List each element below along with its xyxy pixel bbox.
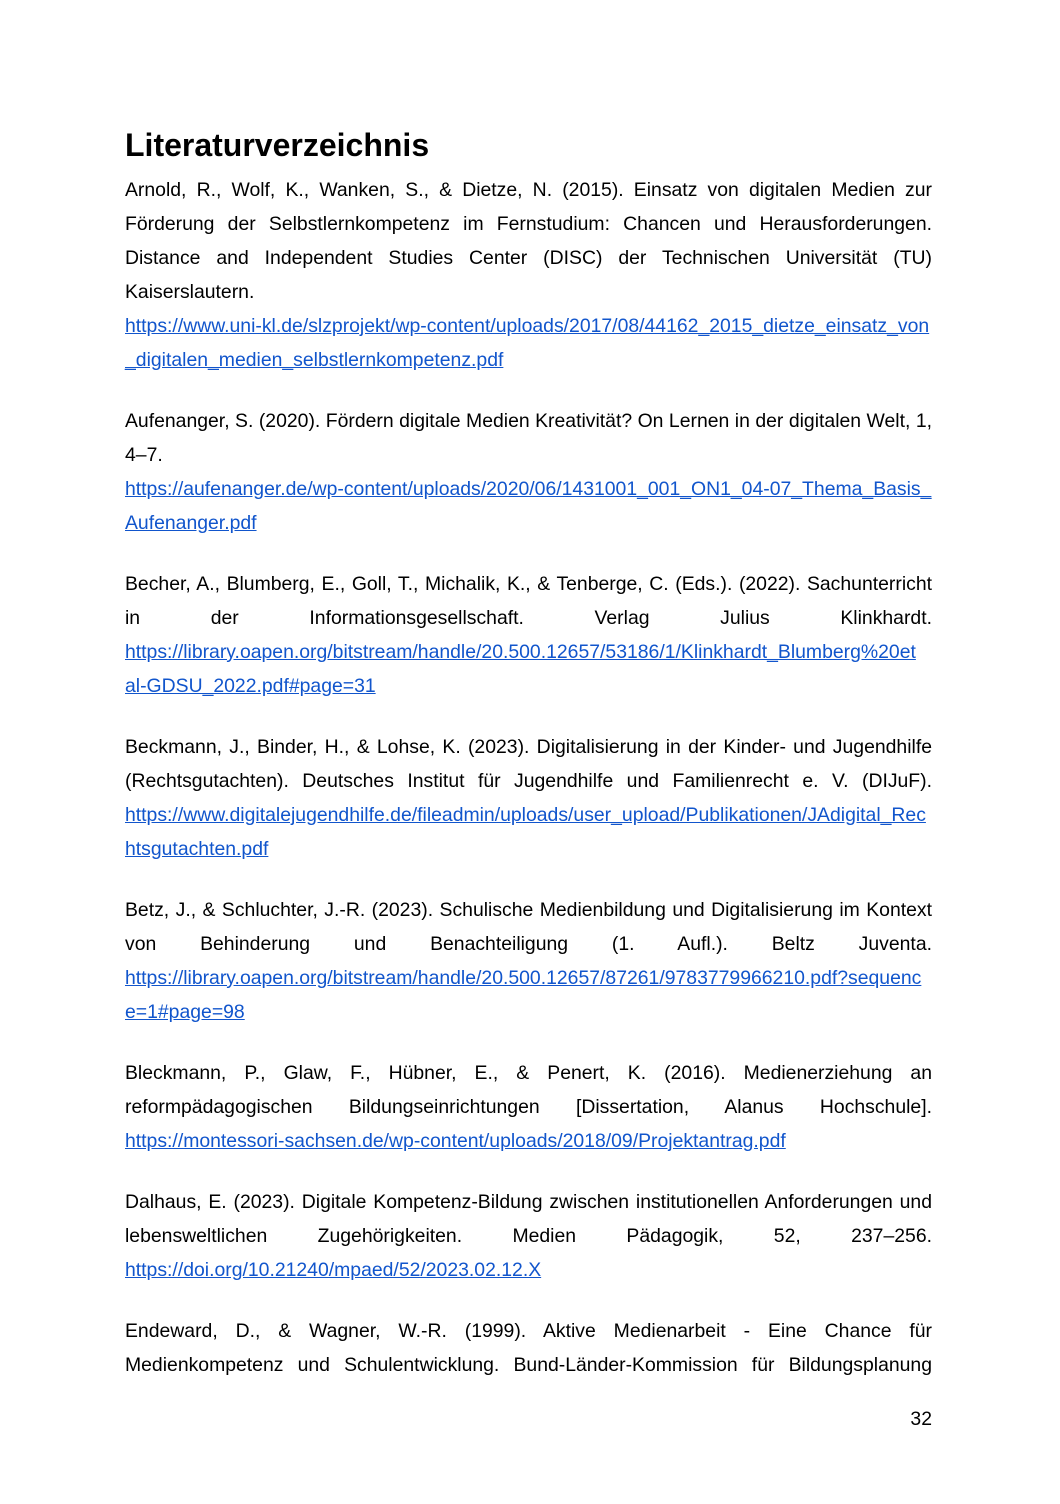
reference-link[interactable]: https://doi.org/10.21240/mpaed/52/2023.02.12.X (125, 1259, 542, 1281)
reference-url-line (125, 309, 932, 377)
reference-entry (125, 893, 932, 1029)
reference-citation-text: Aufenanger, S. (2020). Fördern digitale Medien Kreativität? On Lernen in der digitalen Welt, 1, 4–7. (125, 410, 932, 466)
reference-citation-text: Endeward, D., & Wagner, W.-R. (1999). Aktive Medienarbeit - Eine Chance für Medienkompetenz und Schulentwicklung. Bund-Länder-Kommission für Bildungsplanung (125, 1320, 932, 1376)
reference-url-line (125, 472, 932, 540)
reference-url-line (125, 798, 932, 866)
reference-citation-text: Betz, J., & Schluchter, J.-R. (2023). Schulische Medienbildung und Digitalisierung im Kontext von Behinderung und Benachteiligung (1. Aufl.). Beltz Juventa. (125, 899, 932, 955)
reference-link[interactable]: https://library.oapen.org/bitstream/handle/20.500.12657/53186/1/Klinkhardt_Blumberg%20et al-GDSU_2022.pdf#page=31 (125, 641, 916, 697)
reference-citation-text: Bleckmann, P., Glaw, F., Hübner, E., & Penert, K. (2016). Medienerziehung an reformpädagogischen Bildungseinrichtungen [Dissertation, Alanus Hochschule]. (125, 1062, 932, 1118)
page-number: 32 (910, 1408, 932, 1430)
reference-list (125, 173, 932, 1382)
reference-entry (125, 1185, 932, 1287)
reference-entry (125, 567, 932, 703)
reference-entry (125, 1314, 932, 1382)
reference-citation-text: Becher, A., Blumberg, E., Goll, T., Michalik, K., & Tenberge, C. (Eds.). (2022). Sachunterricht in der Informationsgesellschaft. Verlag Julius Klinkhardt. (125, 573, 932, 629)
reference-link[interactable]: https://montessori-sachsen.de/wp-content/uploads/2018/09/Projektantrag.pdf (125, 1130, 786, 1152)
reference-link[interactable]: https://www.uni-kl.de/slzprojekt/wp-content/uploads/2017/08/44162_2015_dietze_einsatz_von_digitalen_medien_selbstlernkompetenz.pdf (125, 315, 930, 371)
reference-url-line (125, 1253, 932, 1287)
reference-citation-text: Dalhaus, E. (2023). Digitale Kompetenz-Bildung zwischen institutionellen Anforderungen und lebensweltlichen Zugehörigkeiten. Medien Pädagogik, 52, 237–256. (125, 1191, 932, 1247)
reference-url-line (125, 635, 932, 703)
reference-entry (125, 730, 932, 866)
reference-url-line (125, 961, 932, 1029)
reference-citation-text: Arnold, R., Wolf, K., Wanken, S., & Dietze, N. (2015). Einsatz von digitalen Medien zur Förderung der Selbstlernkompetenz im Fernstudium: Chancen und Herausforderungen. Distance and Independent Studies Center (DISC) der Technischen Universität (TU) Kaiserslautern. (125, 179, 932, 303)
reference-entry (125, 173, 932, 377)
reference-link[interactable]: https://www.digitalejugendhilfe.de/fileadmin/uploads/user_upload/Publikationen/JAdigital_Rechtsgutachten.pdf (125, 804, 926, 860)
reference-entry (125, 404, 932, 540)
reference-link[interactable]: https://aufenanger.de/wp-content/uploads/2020/06/1431001_001_ON1_04-07_Thema_Basis_Aufenanger.pdf (125, 478, 932, 534)
page-title: Literaturverzeichnis (125, 127, 430, 163)
reference-entry (125, 1056, 932, 1158)
reference-citation-text: Beckmann, J., Binder, H., & Lohse, K. (2023). Digitalisierung in der Kinder- und Jugendhilfe (Rechtsgutachten). Deutsches Institut für Jugendhilfe und Familienrecht e. V. (DIJuF). (125, 736, 932, 792)
reference-link[interactable]: https://library.oapen.org/bitstream/handle/20.500.12657/87261/9783779966210.pdf?sequence=1#page=98 (125, 967, 922, 1023)
bibliography-content (125, 127, 932, 1409)
reference-url-line (125, 1124, 932, 1158)
